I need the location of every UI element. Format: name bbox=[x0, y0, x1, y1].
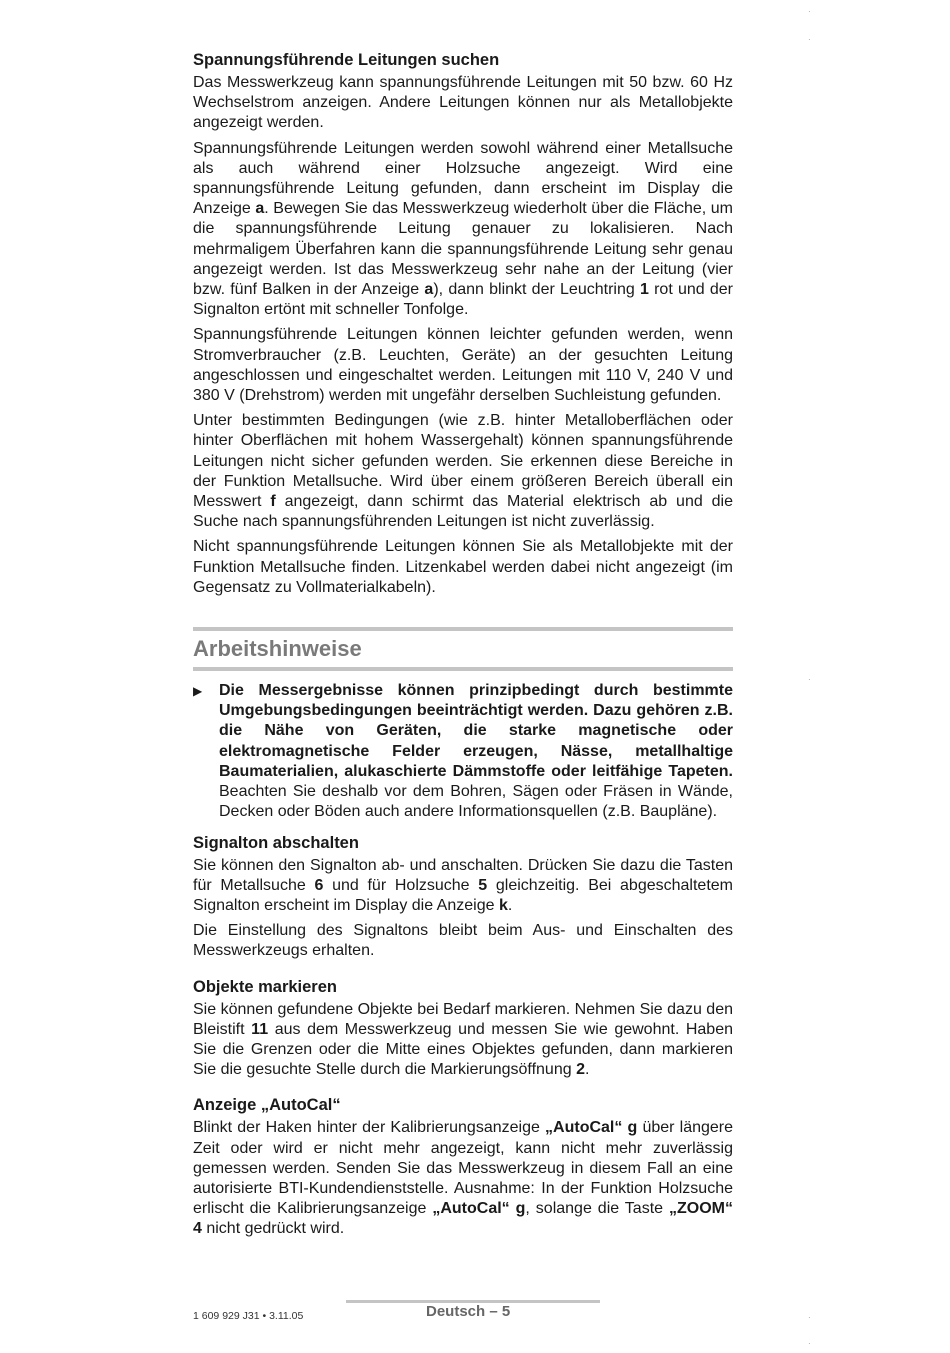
crop-mark: · bbox=[808, 35, 811, 44]
triangle-bullet-icon: ▶ bbox=[193, 684, 203, 699]
paragraph: Nicht spannungsführende Leitungen können Sie als Metallobjekte mit der Funktion Metallsuche finden. Litzenkabel werden dabei nicht angezeigt (im Gegensatz zu Vollmaterialkabeln). bbox=[193, 538, 733, 596]
paragraph: Spannungsführende Leitungen werden sowohl während einer Metallsuche als auch während einer Holzsuche angezeigt. Wird eine spannungsführende Leitung gefunden, dann erscheint im Display die Anzeige a. Bewegen Sie das Messwerkzeug wiederholt über die Fläche, um die spannungsführende Leitung genauer zu lokalisieren. Nach mehrmaligem Überfahren kann die spannungsführende Leitung sehr genau angezeigt werden. Ist das Messwerkzeug sehr nahe an der Leitung (vier bzw. fünf Balken in der Anzeige a), dann blinkt der Leuchtring 1 rot und der Signalton ertönt mit schneller Tonfolge. bbox=[193, 139, 734, 319]
heading-live-wires: Spannungsführende Leitungen suchen bbox=[193, 51, 500, 69]
crop-mark: · bbox=[808, 7, 811, 16]
heading-autocal: Anzeige „AutoCal“ bbox=[193, 1096, 341, 1115]
crop-mark: · bbox=[808, 1339, 811, 1348]
section-rule-bottom bbox=[193, 667, 733, 671]
warning-bullet: ▶ Die Messergebnisse können prinzipbedingt durch bestimmte Umgebungsbedingungen beeinträchtigt werden. Dazu gehören z.B. die Nähe von Geräten, die starke magnetische oder elektromagnetische Felder erzeugen, Nässe, metallhaltige Baumaterialien, alukaschierte Dämmstoffe oder leitfähige Tapeten. Beachten Sie deshalb vor dem Bohren, Sägen oder Fräsen in Wände, Decken oder Böden auch andere Informationsquellen (z.B. Baupläne). bbox=[193, 681, 733, 822]
paragraph: Die Einstellung des Signaltons bleibt beim Aus- und Einschalten des Messwerkzeugs erhalten. bbox=[193, 922, 733, 960]
crop-mark: · bbox=[808, 1313, 811, 1322]
paragraph: Spannungsführende Leitungen können leichter gefunden werden, wenn Stromverbraucher (z.B. Leuchten, Geräte) an der gesuchten Leitung angeschlossen und eingeschaltet werden. Leitungen mit 110 V, 240 V und 380 V (Drehstrom) werden mit ungefähr derselben Suchleistung gefunden. bbox=[193, 326, 733, 405]
section-rule-top bbox=[193, 627, 733, 631]
heading-mark-objects: Objekte markieren bbox=[193, 977, 337, 996]
crop-mark: · bbox=[808, 675, 811, 684]
paragraph: Unter bestimmten Bedingungen (wie z.B. hinter Metalloberflächen oder hinter Oberflächen mit hohem Wassergehalt) können spannungsführende Leitungen nicht sicher gefunden werden. Sie erkennen diese Bereiche in der Funktion Metallsuche. Wird über einem größeren Bereich überall ein Messwert f angezeigt, dann schirmt das Material elektrisch ab und die Suche nach spannungsführenden Leitungen ist nicht zuverlässig. bbox=[193, 412, 733, 531]
paragraph: Das Messwerkzeug kann spannungsführende Leitungen mit 50 bzw. 60 Hz Wechselstrom anzeigen. Andere Leitungen können nur als Metallobjekte angezeigt werden. bbox=[193, 74, 733, 132]
page-body bbox=[193, 50, 733, 1245]
document-code: 1 609 929 J31 • 3.11.05 bbox=[193, 1310, 304, 1322]
heading-signal-off: Signalton abschalten bbox=[193, 833, 359, 852]
page-number: Deutsch – 5 bbox=[426, 1303, 511, 1320]
section-title: Arbeitshinweise bbox=[193, 636, 362, 662]
paragraph: Sie können gefundene Objekte bei Bedarf markieren. Nehmen Sie dazu den Bleistift 11 aus dem Messwerkzeug und messen Sie wie gewohnt. Haben Sie die Grenzen oder die Mitte eines Objektes gefunden, dann markieren Sie die gesuchte Stelle durch die Markierungsöffnung 2. bbox=[193, 1000, 733, 1079]
paragraph: Sie können den Signalton ab- und anschalten. Drücken Sie dazu die Tasten für Metallsuche 6 und für Holzsuche 5 gleichzeitig. Bei abgeschaltetem Signalton erscheint im Display die Anzeige k. bbox=[193, 856, 733, 914]
paragraph: Blinkt der Haken hinter der Kalibrierungsanzeige „AutoCal“ g über längere Zeit oder wird er nicht mehr angezeigt, kann nicht mehr zuverlässig gemessen werden. Senden Sie das Messwerkzeug in diesem Fall an eine autorisierte BTI-Kundendienststelle. Ausnahme: In der Funktion Holzsuche erlischt die Kalibrierungsanzeige „AutoCal“ g, solange die Taste „ZOOM“ 4 nicht gedrückt wird. bbox=[193, 1119, 734, 1238]
